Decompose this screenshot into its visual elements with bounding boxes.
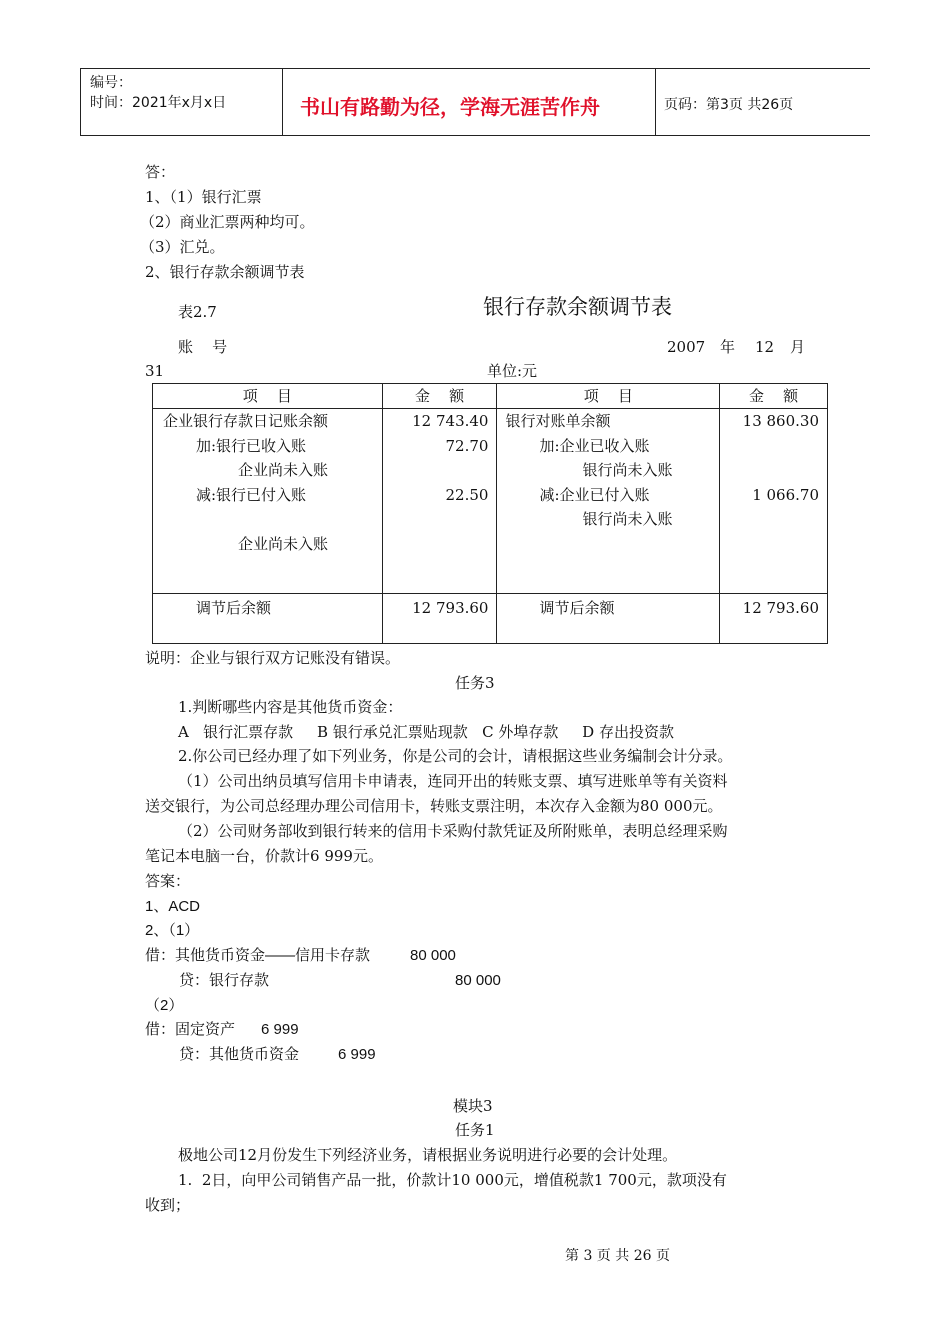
left-amount: [383, 458, 497, 483]
entry2-debit: 借：固定资产: [145, 1021, 236, 1038]
left-item: 企业银行存款日记账余额: [163, 412, 329, 430]
right-amount: 13 860.30: [742, 412, 819, 430]
left-item: 加:银行已收入账: [196, 436, 307, 455]
page-footer: 第 3 页 共 26 页: [565, 1248, 670, 1264]
right-items-cell: [497, 409, 720, 594]
task3-question-1: 1.判断哪些内容是其他货币资金：: [178, 698, 403, 716]
right-item: 减:企业已付入账: [539, 485, 650, 504]
answer-heading: 答：: [145, 163, 176, 181]
entry2-credit-amount: 6 999: [338, 1046, 376, 1063]
module3-item1-line2: 收到；: [145, 1196, 191, 1214]
unit-label: 单位:元: [487, 362, 538, 380]
task3-item2-line1: （2）公司财务部收到银行转来的信用卡采购付款凭证及所附账单，表明总经理采购: [178, 822, 728, 840]
column-header: 金 额: [382, 384, 497, 409]
answer-label: 答案：: [145, 873, 191, 890]
header-page-info: 页码：第3页 共26页: [664, 97, 794, 113]
left-amounts-cell: [382, 409, 497, 594]
table-note: 说明：企业与银行双方记账没有错误。: [145, 649, 401, 667]
task3-item1-line2: 送交银行，为公司总经理办理公司信用卡，转账支票注明，本次存入金额为80 000元。: [145, 797, 723, 815]
header-code-label: 编号：: [90, 75, 132, 91]
right-amount: [720, 434, 827, 459]
answer-line: （2）商业汇票两种均可。: [140, 213, 315, 231]
right-item: 银行尚未入账: [582, 461, 673, 479]
entry2-debit-amount: 6 999: [261, 1021, 299, 1038]
date-year: 2007: [667, 338, 706, 356]
task3-title: 任务3: [455, 674, 495, 692]
column-header: 项 目: [153, 384, 383, 409]
header-left-border: [80, 68, 81, 136]
total-label-left: 调节后余额: [153, 594, 383, 644]
date-month: 12: [755, 338, 775, 356]
answer-1: 1、ACD: [145, 898, 201, 915]
right-amount: 1 066.70: [752, 485, 819, 504]
module3-item1-line1: 1. 2日，向甲公司销售产品一批，价款计10 000元，增值税款1 700元，款项没有: [178, 1171, 727, 1189]
date-year-unit: 年: [720, 338, 736, 356]
date-day: 31: [145, 362, 165, 380]
header-top-rule: [80, 68, 870, 69]
table-number: 表2.7: [178, 303, 217, 321]
right-item: 加:企业已收入账: [539, 436, 650, 455]
left-item: [153, 507, 382, 532]
total-right: 12 793.60: [720, 594, 828, 644]
left-amount: 12 743.40: [412, 412, 489, 430]
left-item: 企业尚未入账: [238, 461, 329, 479]
header-divider-1: [282, 68, 283, 136]
table-total-row: [153, 594, 828, 644]
module3-intro: 极地公司12月份发生下列经济业务，请根据业务说明进行必要的会计处理。: [178, 1146, 678, 1164]
entry1-credit-amount: 80 000: [455, 972, 501, 989]
task3-item2-line2: 笔记本电脑一台，价款计6 999元。: [145, 847, 383, 865]
account-label: 账 号: [178, 338, 228, 356]
left-item: 减:银行已付入账: [196, 485, 307, 504]
entry1-credit: 贷：银行存款: [179, 972, 270, 989]
left-amount: 72.70: [445, 436, 489, 455]
table-title: 银行存款余额调节表: [483, 295, 672, 319]
right-item: 银行尚未入账: [582, 510, 673, 528]
answer-2-2: （2）: [145, 997, 184, 1014]
right-item: 银行对账单余额: [505, 412, 611, 430]
task3-item1-line1: （1）公司出纳员填写信用卡申请表，连同开出的转账支票、填写进账单等有关资料: [178, 772, 728, 790]
entry1-debit: 借：其他货币资金——信用卡存款: [145, 947, 371, 964]
module3-task-title: 任务1: [455, 1121, 495, 1139]
header-bottom-rule: [80, 135, 870, 136]
answer-line: 2、银行存款余额调节表: [145, 263, 305, 281]
right-amount: [720, 458, 827, 483]
table-header-row: [153, 384, 828, 409]
reconciliation-table: [152, 383, 828, 644]
entry1-debit-amount: 80 000: [410, 947, 456, 964]
header-motto: 书山有路勤为径，学海无涯苦作舟: [300, 95, 600, 119]
column-header: 金 额: [720, 384, 828, 409]
entry2-credit: 贷：其他货币资金: [179, 1046, 300, 1063]
right-amounts-cell: [720, 409, 828, 594]
answer-line: （3）汇兑。: [140, 238, 225, 256]
column-header: 项 目: [497, 384, 720, 409]
total-left: 12 793.60: [382, 594, 497, 644]
date-month-unit: 月: [790, 338, 806, 356]
header-time-label: 时间：2021年x月x日: [90, 95, 227, 111]
left-item: 企业尚未入账: [238, 534, 329, 553]
module3-title: 模块3: [453, 1097, 493, 1115]
left-items-cell: [153, 409, 383, 594]
table-row: [153, 409, 828, 594]
answer-2: 2、（1）: [145, 922, 200, 939]
header-divider-2: [655, 68, 656, 136]
total-label-right: 调节后余额: [497, 594, 720, 644]
task3-question-2: 2.你公司已经办理了如下列业务，你是公司的会计，请根据这些业务编制会计分录。: [178, 747, 733, 765]
task3-options: A 银行汇票存款 B 银行承兑汇票贴现款 C 外埠存款 D 存出投资款: [178, 723, 674, 741]
answer-line: 1、（1）银行汇票: [145, 188, 262, 206]
left-amount: 22.50: [445, 485, 489, 504]
